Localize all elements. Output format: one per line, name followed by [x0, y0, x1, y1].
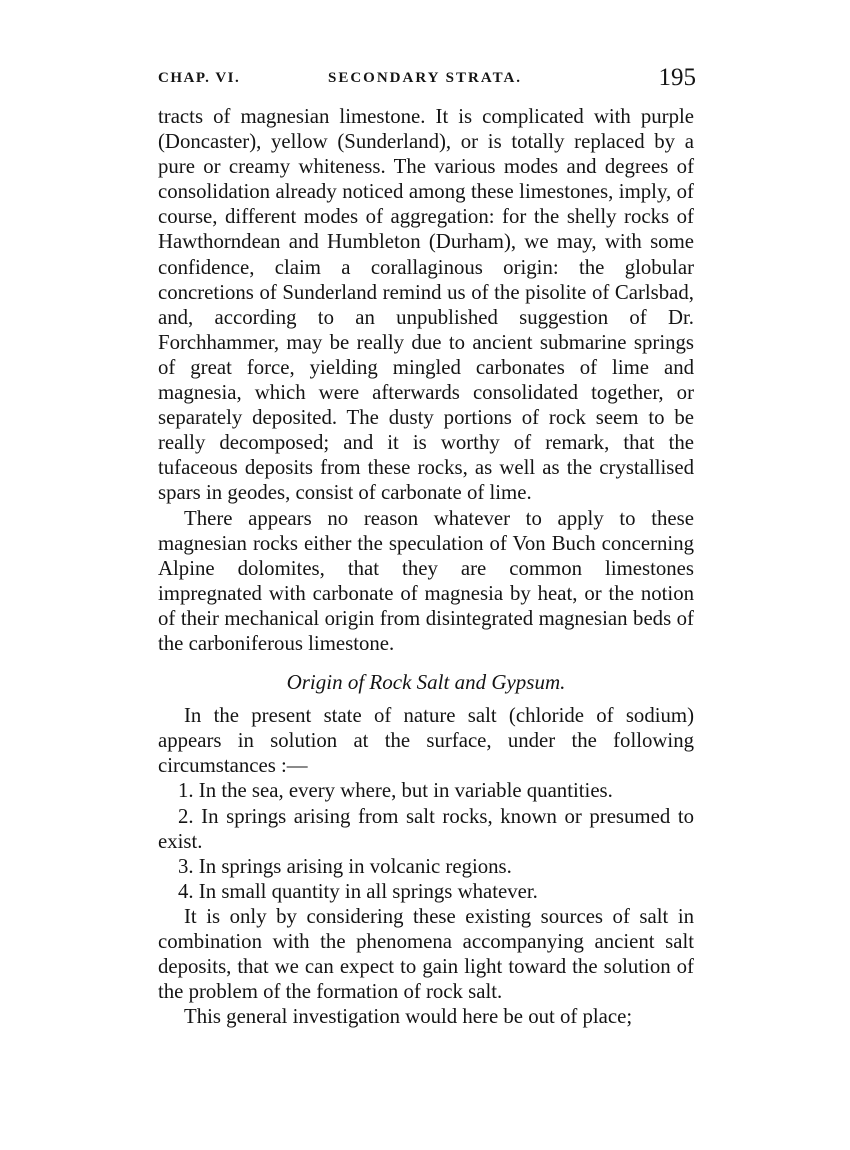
section-heading: Origin of Rock Salt and Gypsum.	[286, 670, 566, 695]
paragraph-continued: tracts of magnesian limestone. It is complicated with purple (Doncaster), yellow (Sunderland), or is totally replaced by a pure or creamy whiteness. The various modes and degrees of consolidation already noticed among these limestones, imply, of course, different modes of aggregation: for the shelly rocks of Hawthorndean and Humbleton (Durham), we may, with some confidence, claim a corallaginous origin: the globular concretions of Sunderland remind us of the pisolite of Carlsbad, and, according to an unpublished suggestion of Dr. Forchhammer, may be really due to ancient submarine springs of great force, yielding mingled carbonates of lime and magnesia, which were afterwards consolidated together, or separately deposited. The dusty portions of rock seem to be really decomposed; and it is worthy of remark, that the tufaceous deposits from these rocks, as well as the crystallised spars in geodes, consist of carbonate of lime.	[158, 105, 694, 505]
list-item: 2. In springs arising from salt rocks, known or presumed to exist.	[158, 804, 694, 853]
paragraph-salt-intro: In the present state of nature salt (chloride of sodium) appears in solution at the surface, under the following circumstances :—	[158, 704, 694, 778]
paragraph-salt-sources: It is only by considering these existing sources of salt in combination with the phenomena accompanying ancient salt deposits, that we can expect to gain light toward the solution of the problem of the formation of rock salt.	[158, 904, 694, 1004]
running-header	[158, 64, 696, 94]
running-title: SECONDARY STRATA.	[328, 70, 523, 86]
page-number: 195	[658, 64, 696, 91]
chapter-label: CHAP. VI.	[158, 70, 241, 86]
paragraph-final: This general investigation would here be out of place;	[184, 1005, 633, 1029]
paragraph-von-buch: There appears no reason whatever to apply to these magnesian rocks either the speculation of Von Buch concerning Alpine dolomites, that they are common limestones impregnated with carbonate of magnesia by heat, or the notion of their mechanical origin from disintegrated magnesian beds of the carboniferous limestone.	[158, 506, 694, 655]
list-item: 4. In small quantity in all springs whatever.	[178, 879, 538, 903]
list-item: 1. In the sea, every where, but in variable quantities.	[178, 779, 613, 803]
list-item: 3. In springs arising in volcanic regions.	[178, 854, 512, 878]
page-body	[158, 104, 694, 1029]
